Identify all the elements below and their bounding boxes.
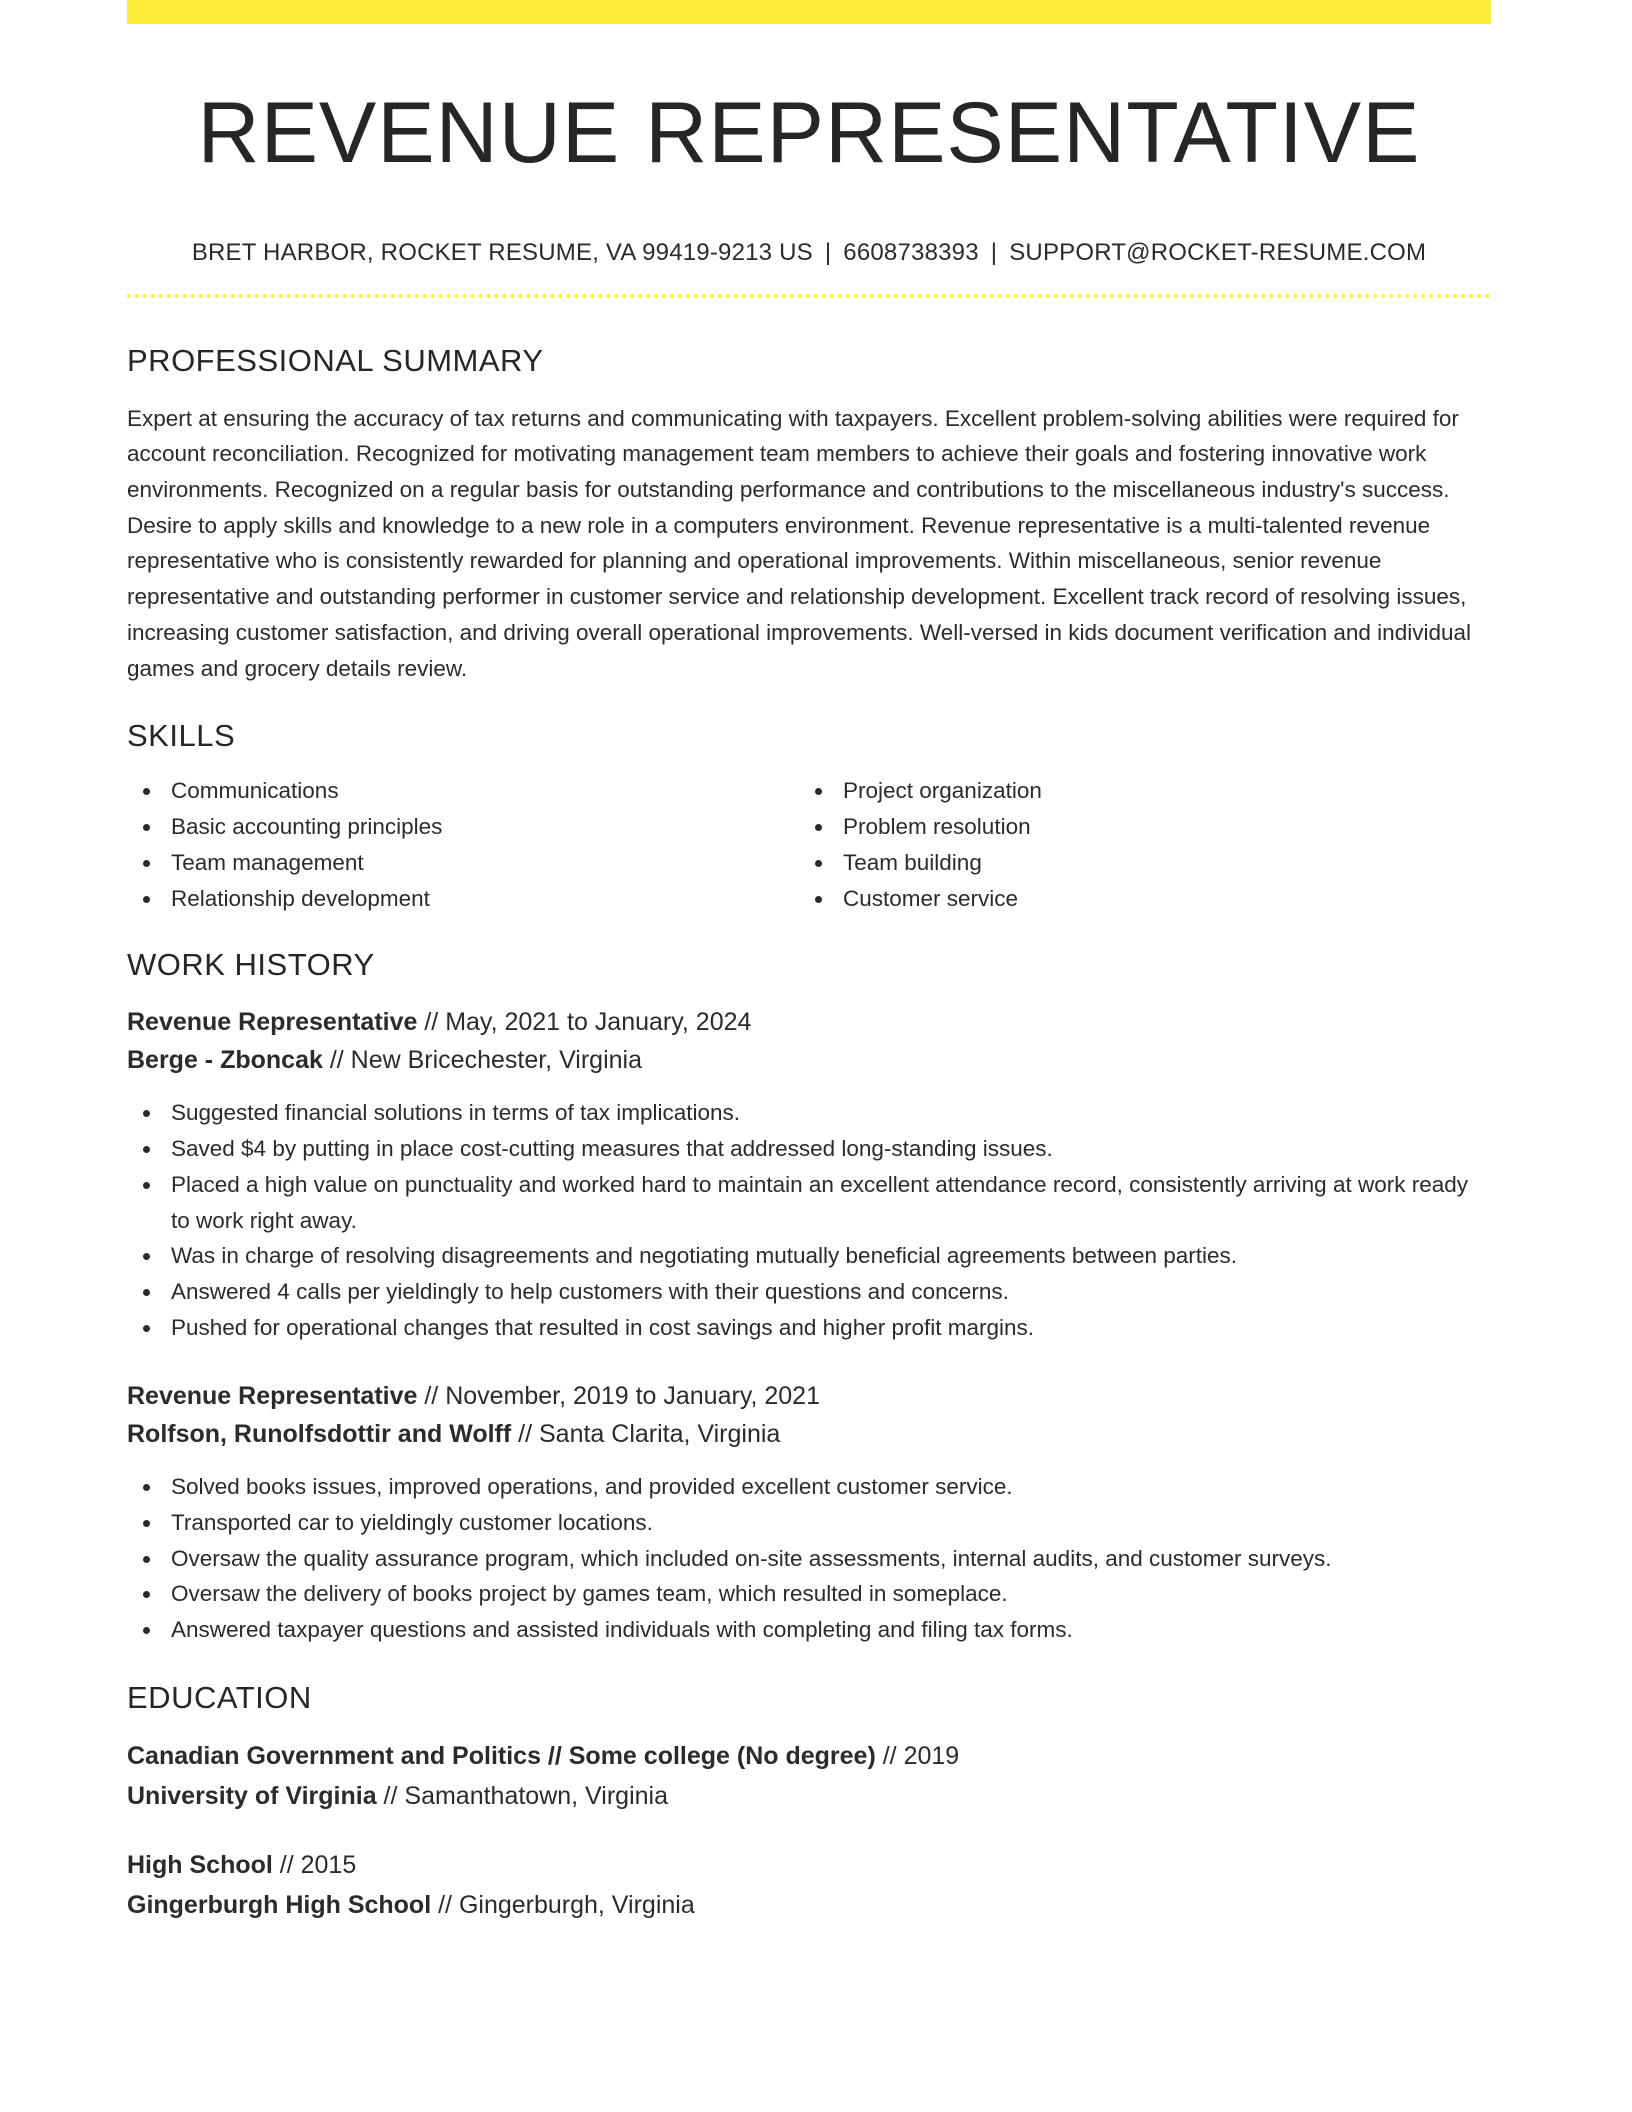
job-bullets — [127, 1095, 1491, 1345]
job-title-line — [127, 1378, 1491, 1416]
skill-item: Customer service — [799, 881, 1471, 917]
contact-separator: | — [824, 238, 832, 266]
job-location: // Santa Clarita, Virginia — [511, 1419, 781, 1448]
work-history-heading: WORK HISTORY — [127, 947, 375, 983]
skill-item: Problem resolution — [799, 809, 1471, 845]
job-dates: // May, 2021 to January, 2024 — [417, 1008, 752, 1037]
job-bullet: Oversaw the quality assurance program, which included on-site assessments, internal audits, and customer surveys. — [127, 1541, 1491, 1577]
education-school-line — [127, 1777, 1491, 1817]
education-heading: EDUCATION — [127, 1679, 312, 1715]
skill-item: Basic accounting principles — [127, 809, 799, 845]
job-dates: // November, 2019 to January, 2021 — [417, 1382, 820, 1411]
education-degree: Canadian Government and Politics // Some college (No degree) — [127, 1742, 876, 1771]
job-title: Revenue Representative — [127, 1008, 418, 1037]
education-degree: High School — [127, 1851, 273, 1880]
education-degree-line — [127, 1846, 1491, 1886]
contact-phone: 6608738393 — [843, 238, 979, 266]
education-school: Gingerburgh High School — [127, 1890, 432, 1919]
job-company: Berge - Zboncak — [127, 1045, 323, 1074]
contact-email[interactable]: SUPPORT@ROCKET-RESUME.COM — [1009, 238, 1427, 266]
page-title: REVENUE REPRESENTATIVE — [197, 85, 1421, 181]
job-bullet: Answered 4 calls per yieldingly to help customers with their questions and concerns. — [127, 1274, 1491, 1310]
summary-text: Expert at ensuring the accuracy of tax returns and communicating with taxpayers. Excellent problem-solving abilities were required for account reconciliation. Recognized for motivating management team members to achieve their goals and fostering innovative work environments. Recognized on a regular basis for outstanding performance and contributions to the miscellaneous industry's success. Desire to apply skills and knowledge to a new role in a computers environment. Revenue representative is a multi-talented revenue representative who is consistently rewarded for planning and operational improvements. Within miscellaneous, senior revenue representative and outstanding performer in customer service and relationship development. Excellent track record of resolving issues, increasing customer satisfaction, and driving overall operational improvements. Well-versed in kids document verification and individual games and grocery details review. — [127, 405, 1471, 681]
job-bullet: Was in charge of resolving disagreements and negotiating mutually beneficial agreements between parties. — [127, 1238, 1491, 1274]
skill-item: Team management — [127, 845, 799, 881]
job-bullet: Saved $4 by putting in place cost-cutting measures that addressed long-standing issues. — [127, 1131, 1491, 1167]
skill-item: Communications — [127, 773, 799, 809]
job-title-line — [127, 1004, 1491, 1042]
education-location: // Samanthatown, Virginia — [376, 1781, 668, 1810]
job-location: // New Bricechester, Virginia — [322, 1045, 642, 1074]
job-bullet: Answered taxpayer questions and assisted individuals with completing and filing tax forms. — [127, 1612, 1491, 1648]
contact-line — [127, 239, 1491, 268]
contact-separator: | — [990, 238, 998, 266]
job-company-line — [127, 1416, 1491, 1454]
job-bullet: Transported car to yieldingly customer locations. — [127, 1505, 1491, 1541]
skills-list — [127, 773, 1491, 916]
job-bullet: Oversaw the delivery of books project by games team, which resulted in someplace. — [127, 1576, 1491, 1612]
summary-heading: PROFESSIONAL SUMMARY — [127, 343, 544, 379]
job-company: Rolfson, Runolfsdottir and Wolff — [127, 1419, 512, 1448]
job-company-line — [127, 1042, 1491, 1080]
education-location: // Gingerburgh, Virginia — [431, 1890, 695, 1919]
job-bullet: Solved books issues, improved operations, and provided excellent customer service. — [127, 1469, 1491, 1505]
skill-item: Relationship development — [127, 881, 799, 917]
job-bullet: Suggested financial solutions in terms of tax implications. — [127, 1095, 1491, 1131]
skill-item: Project organization — [799, 773, 1471, 809]
skills-heading: SKILLS — [127, 718, 236, 754]
resume-page — [127, 0, 1491, 1925]
top-accent-bar — [127, 0, 1491, 24]
skills-column-right — [799, 773, 1471, 916]
skills-column-left — [127, 773, 799, 916]
education-school: University of Virginia — [127, 1781, 377, 1810]
contact-address: BRET HARBOR, ROCKET RESUME, VA 99419-9213 US — [191, 238, 813, 266]
education-school-line — [127, 1886, 1491, 1926]
skill-item: Team building — [799, 845, 1471, 881]
job-bullet: Pushed for operational changes that resulted in cost savings and higher profit margins. — [127, 1310, 1491, 1346]
dotted-divider — [127, 294, 1491, 298]
education-year: // 2015 — [272, 1851, 357, 1880]
education-degree-line — [127, 1737, 1491, 1777]
job-bullets — [127, 1469, 1491, 1648]
job-title: Revenue Representative — [127, 1382, 418, 1411]
job-bullet: Placed a high value on punctuality and worked hard to maintain an excellent attendance record, consistently arriving at work ready to work right away. — [127, 1167, 1491, 1238]
education-year: // 2019 — [875, 1742, 960, 1771]
